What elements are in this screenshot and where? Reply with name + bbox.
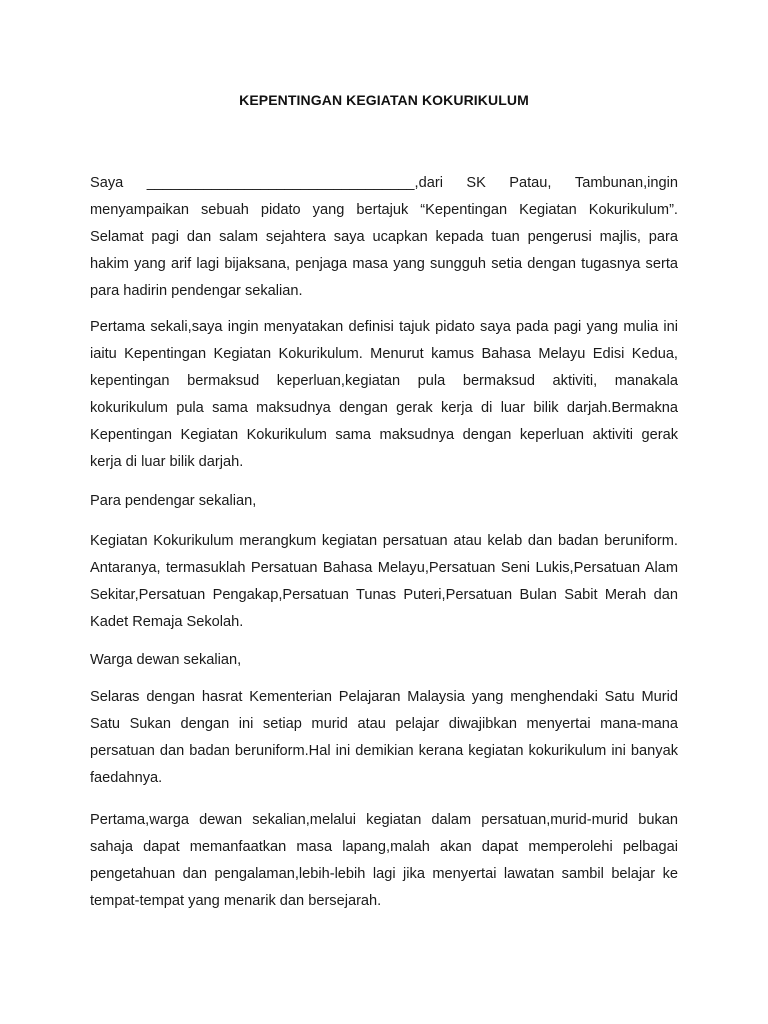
document-title: KEPENTINGAN KEGIATAN KOKURIKULUM xyxy=(239,92,529,108)
intro-word-sk: SK xyxy=(466,175,486,191)
intro-word-tambunan: Tambunan,ingin xyxy=(574,175,678,191)
greeting-para-pendengar: Para pendengar sekalian, xyxy=(90,493,257,509)
greeting-warga-dewan: Warga dewan sekalian, xyxy=(90,652,242,668)
paragraph-kegiatan: Kegiatan Kokurikulum merangkum kegiatan persatuan atau kelab dan badan beruniform. Antaranya, termasuklah Persatuan Bahasa Melayu,Persatuan Seni Lukis,Persatuan Alam Sekitar,Persatuan Pengakap,Persatuan Tunas Puteri,Persatuan Bulan Sabit Merah dan Kadet Remaja Sekolah. xyxy=(90,533,678,630)
intro-first-line xyxy=(90,170,678,197)
intro-word-saya: Saya xyxy=(90,175,124,191)
intro-paragraph: menyampaikan sebuah pidato yang bertajuk “Kepentingan Kegiatan Kokurikulum”. Selamat pagi dan salam sejahtera saya ucapkan kepada tuan pengerusi majlis, para hakim yang arif lagi bijaksana, penjaga masa yang sungguh setia dengan tugasnya serta para hadirin pendengar sekalian. xyxy=(90,202,678,299)
intro-name-blank xyxy=(147,170,443,197)
intro-word-dari: ,dari xyxy=(414,175,443,191)
name-blank-line: _________________________________ xyxy=(146,175,415,191)
paragraph-selaras: Selaras dengan hasrat Kementerian Pelajaran Malaysia yang menghendaki Satu Murid Satu Sukan dengan ini setiap murid atau pelajar diwajibkan menyertai mana-mana persatuan dan badan beruniform.Hal ini demikian kerana kegiatan kokurikulum ini banyak faedahnya. xyxy=(90,689,678,786)
paragraph-pertama: Pertama,warga dewan sekalian,melalui kegiatan dalam persatuan,murid-murid bukan sahaja dapat memanfaatkan masa lapang,malah akan dapat memperolehi pelbagai pengetahuan dan pengalaman,lebih-lebih lagi jika menyertai lawatan sambil belajar ke tempat-tempat yang menarik dan bersejarah. xyxy=(90,812,678,909)
intro-word-patau: Patau, xyxy=(509,175,552,191)
paragraph-definition: Pertama sekali,saya ingin menyatakan definisi tajuk pidato saya pada pagi yang mulia ini iaitu Kepentingan Kegiatan Kokurikulum. Menurut kamus Bahasa Melayu Edisi Kedua, kepentingan bermaksud keperluan,kegiatan pula bermaksud aktiviti, manakala kokurikulum pula sama maksudnya dengan gerak kerja di luar bilik darjah.Bermakna Kepentingan Kegiatan Kokurikulum sama maksudnya dengan keperluan aktiviti gerak kerja di luar bilik darjah. xyxy=(90,319,678,470)
